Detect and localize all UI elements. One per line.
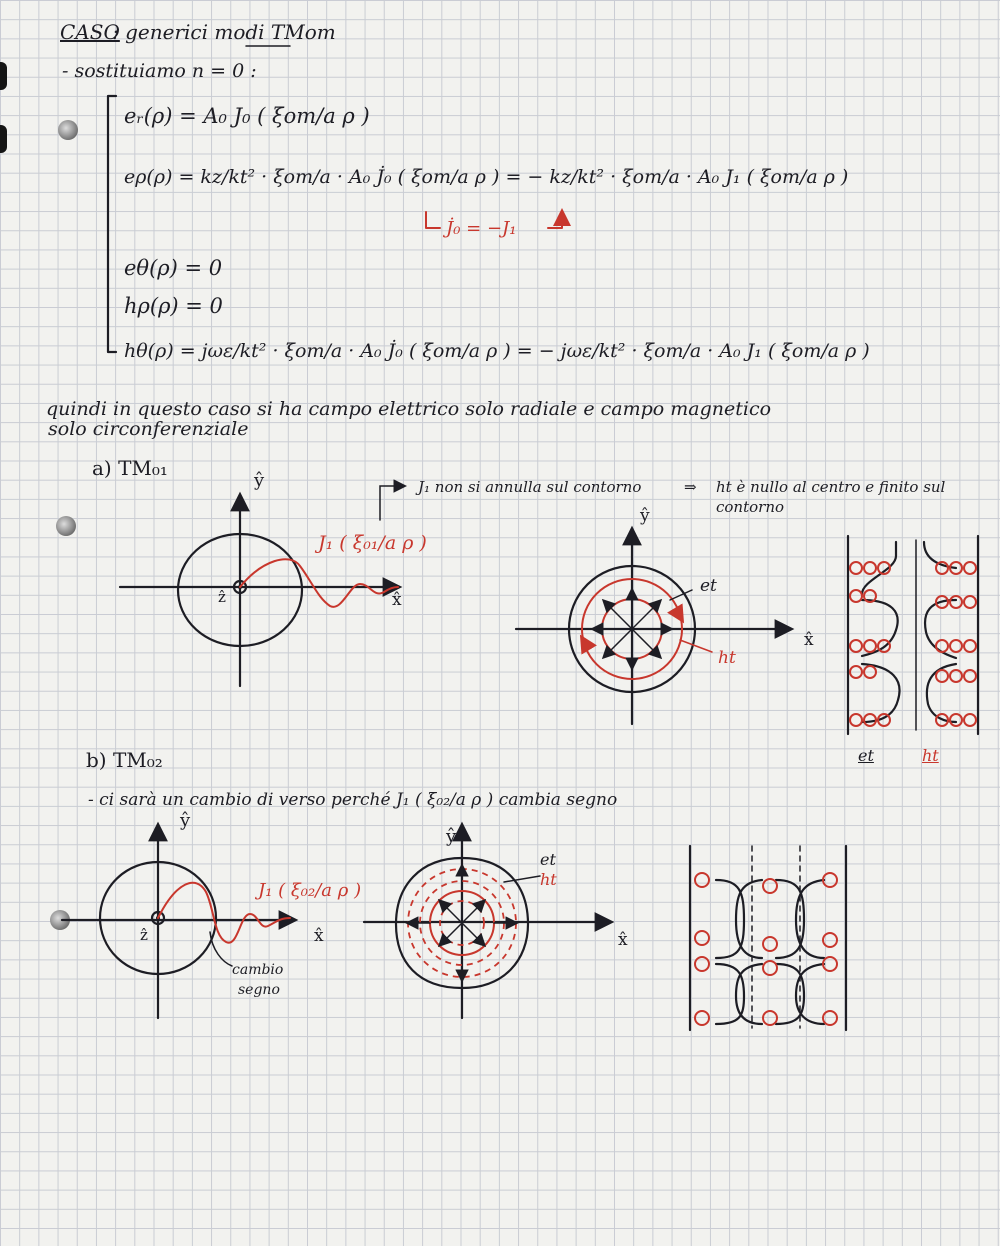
section-b-axis-x-1: x̂ <box>314 926 324 946</box>
tm01-field-pattern <box>516 530 790 724</box>
note-arrow <box>380 486 404 520</box>
section-b-ht-label: ht <box>540 870 557 889</box>
equation-etheta: eθ(ρ) = 0 <box>124 256 223 280</box>
sostituiamo-line: - sostituiamo n = 0 : <box>62 60 257 82</box>
section-a-et-caption: et <box>858 746 874 765</box>
section-a-et-label: et <box>700 576 717 596</box>
section-a-result-1: ht è nullo al centro e finito sul <box>716 478 946 496</box>
tm01-side-view <box>848 536 978 734</box>
note-bracket-right <box>548 212 562 228</box>
equation-ez: eᵣ(ρ) = A₀ J₀ ( ξom/a ρ ) <box>124 104 370 128</box>
equation-hrho: hρ(ρ) = 0 <box>124 294 223 318</box>
section-b-axis-x-2: x̂ <box>618 930 628 950</box>
section-a-axis-y-2: ŷ <box>640 506 650 526</box>
caso-label: CASO <box>60 20 120 44</box>
section-b-segno: segno <box>238 982 280 998</box>
caso-title: : generici modi TMom <box>112 20 336 44</box>
summary-line-2: solo circonferenziale <box>48 418 249 440</box>
equation-erho: eρ(ρ) = kz/kt² · ξom/a · A₀ J̇₀ ( ξom/a ρ ) = − kz/kt² · ξom/a · A₀ J₁ ( ξom/a ρ ) <box>124 166 849 188</box>
section-b-title: b) TM₀₂ <box>86 748 163 772</box>
section-a-bessel-note: J₁ non si annulla sul contorno <box>418 478 642 496</box>
section-a-ht-label: ht <box>718 648 736 668</box>
section-b-axis-y-2: ŷ <box>446 826 457 847</box>
section-a-axis-z: ẑ <box>218 588 226 606</box>
section-a-implies: ⇒ <box>684 478 697 496</box>
section-a-result-2: contorno <box>716 498 785 516</box>
section-a-axis-x-2: x̂ <box>804 630 814 650</box>
section-b-cambio: cambio <box>232 962 284 978</box>
tm02-bessel-plot <box>62 826 294 1018</box>
bessel-derivative-note: J̇₀ = −J₁ <box>446 218 517 239</box>
tm02-side-view <box>690 846 846 1030</box>
summary-line-1: quindi in questo caso si ha campo elettrico solo radiale e campo magnetico <box>46 398 772 420</box>
note-bracket-left <box>426 212 440 228</box>
section-b-bessel-label: J₁ ( ξ₀₂/a ρ ) <box>258 880 362 901</box>
section-b-et-label: et <box>540 850 556 869</box>
equation-htheta: hθ(ρ) = jωε/kt² · ξom/a · A₀ J̇₀ ( ξom/a ρ ) = − jωε/kt² · ξom/a · A₀ J₁ ( ξom/a ρ ) <box>124 340 870 362</box>
section-a-title: a) TM₀₁ <box>92 456 168 480</box>
section-b-note: - ci sarà un cambio di verso perché J₁ ( ξ₀₂/a ρ ) cambia segno <box>88 790 618 810</box>
section-a-axis-y-1: ŷ <box>254 470 265 491</box>
tm02-field-pattern <box>364 826 610 1018</box>
section-a-ht-caption: ht <box>922 746 939 765</box>
section-b-axis-y-1: ŷ <box>180 810 191 831</box>
section-a-bessel-label: J₁ ( ξ₀₁/a ρ ) <box>318 532 427 554</box>
section-b-axis-z: ẑ <box>140 926 148 944</box>
tm01-bessel-plot <box>120 496 398 686</box>
section-a-axis-x-1: x̂ <box>392 590 402 610</box>
equation-bracket <box>108 96 116 352</box>
